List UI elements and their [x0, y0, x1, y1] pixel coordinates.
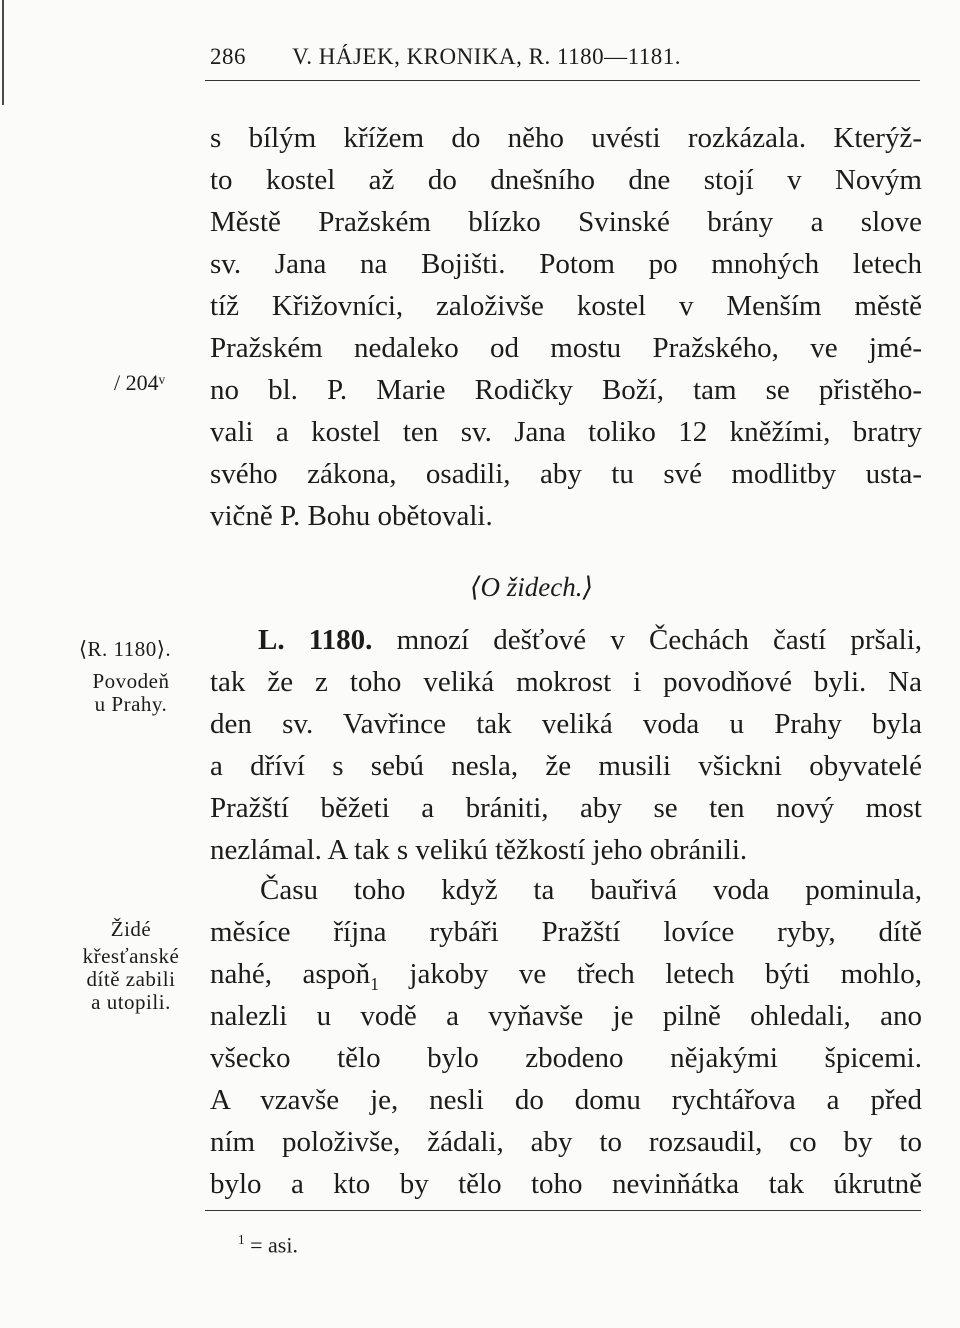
- margin-note-jews-1: Židé: [110, 917, 152, 941]
- body-line: den sv. Vavřince tak veliká voda u Prahy byla: [210, 708, 922, 740]
- margin-note-flood-1: Povodeň: [92, 669, 170, 693]
- body-line-with-footnote: [210, 954, 922, 994]
- running-title: V. HÁJEK, KRONIKA, R. 1180—1181.: [292, 44, 682, 69]
- body-line: měsíce října rybáři Pražští lovíce ryby, dítě: [210, 916, 922, 948]
- body-line: tíž Křižovníci, založivše kostel v Menším městě: [210, 290, 922, 322]
- folio-marker: / 204ᵛ: [114, 370, 166, 395]
- entry-first-line-text: mnozí dešťové v Čechách častí pršali,: [396, 624, 922, 656]
- body-line: Městě Pražském blízko Svinské brány a slove: [210, 206, 922, 238]
- body-line: nalezli u vodě a vyňavše je pilně ohledali, ano: [210, 1000, 922, 1032]
- margin-note-flood-2: u Prahy.: [94, 692, 168, 716]
- body-text: nahé, aspoň: [210, 958, 371, 990]
- margin-note-jews-2: křesťanské: [82, 944, 180, 968]
- body-line: ním položivše, žádali, aby to rozsaudil, co by to: [210, 1126, 922, 1158]
- body-line: a dříví s sebú nesla, že musili všickni obyvatelé: [210, 750, 922, 782]
- body-line: sv. Jana na Bojišti. Potom po mnohých letech: [210, 248, 922, 280]
- running-header: [210, 44, 830, 70]
- body-line: A vzavše je, nesli do domu rychtářova a před: [210, 1084, 922, 1116]
- margin-note-jews-3: dítě zabili: [86, 967, 176, 991]
- entry-first-line: [258, 620, 922, 660]
- footnote-mark: 1: [238, 1232, 245, 1247]
- body-line: Pražští běžeti a brániti, aby se ten nový most: [210, 792, 922, 824]
- margin-year: ⟨R. 1180⟩.: [78, 637, 172, 661]
- body-line: nezlámal. A tak s velikú těžkostí jeho obránili.: [210, 834, 748, 866]
- body-line: no bl. P. Marie Rodičky Boží, tam se přistěho-: [210, 374, 922, 406]
- margin-note-jews-4: a utopili.: [91, 990, 171, 1014]
- footnote-text: = asi.: [250, 1232, 298, 1258]
- body-line: bylo a kto by tělo toho nevinňátka tak úkrutně: [210, 1168, 922, 1200]
- body-line: vali a kostel ten sv. Jana toliko 12 kněžími, bratry: [210, 416, 922, 448]
- section-title: ⟨O židech.⟩: [470, 572, 594, 602]
- body-line: tak že z toho veliká mokrost i povodňové byli. Na: [210, 666, 922, 698]
- footnote-ref: 1: [370, 973, 379, 994]
- body-line: Pražském nedaleko od mostu Pražského, ve jmé-: [210, 332, 922, 364]
- page-edge-line: [2, 0, 4, 105]
- body-line: Času toho když ta bauřivá voda pominula,: [260, 874, 922, 906]
- header-rule: [205, 80, 920, 81]
- body-line: s bílým křížem do něho uvésti rozkázala. Kterýž-: [210, 122, 922, 154]
- entry-year: L. 1180.: [258, 624, 373, 656]
- body-line: svého zákona, osadili, aby tu své modlitby usta-: [210, 458, 922, 490]
- body-line: všecko tělo bylo zbodeno nějakými špicemi.: [210, 1042, 922, 1074]
- body-line: vičně P. Bohu obětovali.: [210, 500, 493, 532]
- body-text: jakoby ve třech letech býti mohlo,: [378, 958, 922, 990]
- footnote-rule: [205, 1210, 921, 1211]
- body-line: to kostel až do dnešního dne stojí v Novým: [210, 164, 922, 196]
- footnote: [238, 1232, 298, 1258]
- page-number: 286: [210, 44, 246, 69]
